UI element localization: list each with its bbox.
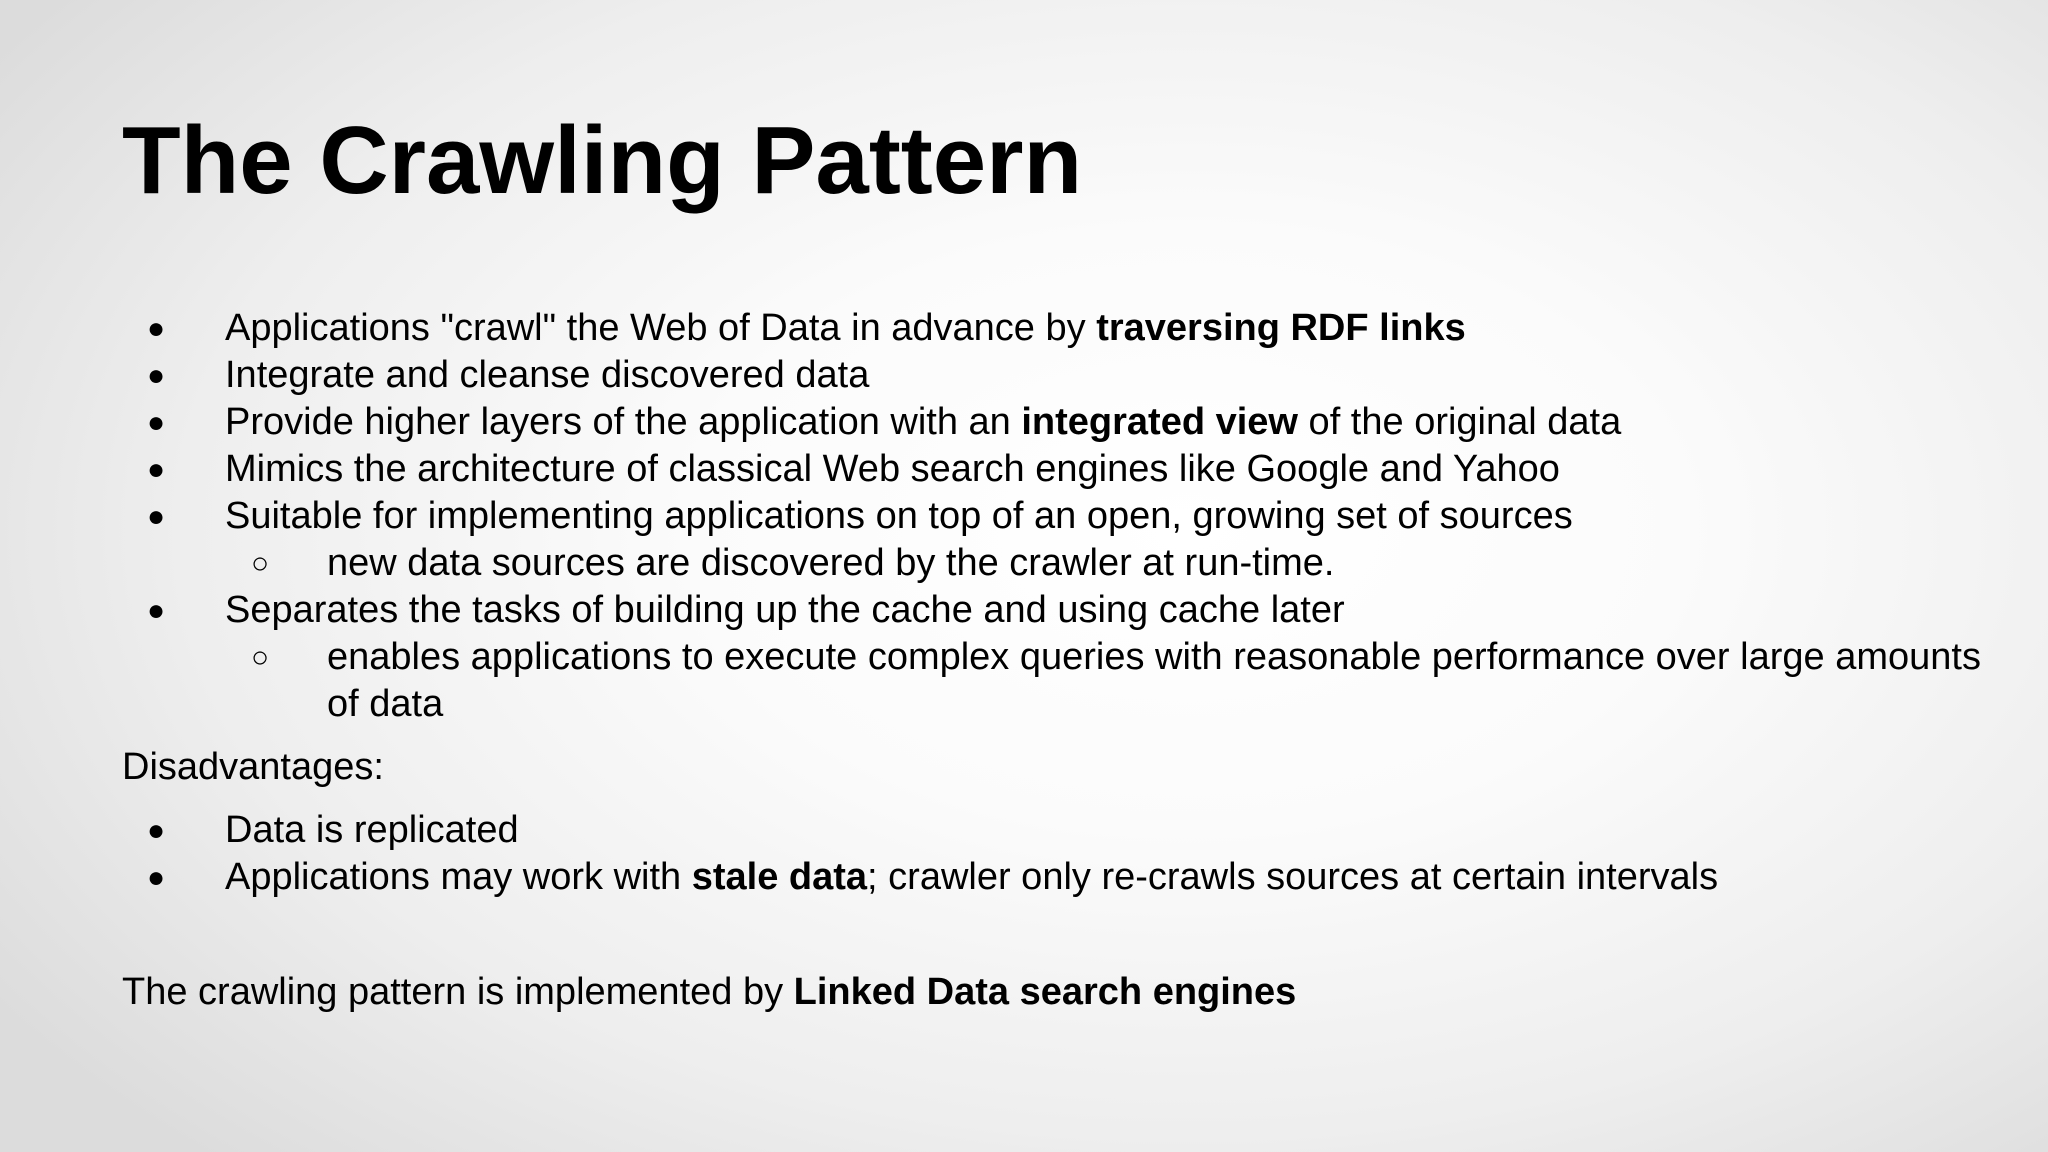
slide-title: The Crawling Pattern: [122, 107, 1083, 214]
sub-list-item: [225, 540, 1982, 587]
list-item-emphasis: stale data: [691, 856, 868, 898]
bullet-dot-icon: ●: [147, 814, 166, 847]
list-item-text: Integrate and cleanse discovered data: [225, 354, 870, 396]
list-item: [122, 399, 1982, 446]
bullet-dot-icon: ●: [147, 594, 166, 627]
list-item-text: Applications may work with: [225, 856, 692, 898]
sub-list: [225, 540, 1982, 587]
footer-emphasis: Linked Data search engines: [793, 971, 1297, 1013]
sub-list-item-text: enables applications to execute complex queries with reasonable performance over large amounts of data: [327, 636, 1981, 725]
list-item-text: Data is replicated: [225, 809, 519, 851]
disadvantages-list: [122, 807, 1982, 901]
list-item-text: of the original data: [1298, 401, 1622, 443]
list-item-emphasis: traversing RDF links: [1096, 307, 1466, 349]
bullet-dot-icon: ●: [147, 500, 166, 533]
footer-text: The crawling pattern is implemented by: [122, 971, 794, 1013]
list-item-text: Separates the tasks of building up the cache and using cache later: [225, 589, 1345, 631]
bullet-dot-icon: ●: [147, 312, 166, 345]
sub-list: [225, 634, 1982, 728]
bullet-dot-icon: ●: [147, 861, 166, 894]
bullet-dot-icon: ●: [147, 406, 166, 439]
slide-body: [122, 305, 1982, 1016]
bullet-circle-icon: ○: [251, 547, 270, 580]
list-item-emphasis: integrated view: [1021, 401, 1298, 443]
disadvantages-heading: Disadvantages:: [122, 746, 384, 788]
list-item: [122, 807, 1982, 854]
bullet-dot-icon: ●: [147, 359, 166, 392]
list-item: [122, 854, 1982, 901]
bullet-circle-icon: ○: [251, 641, 270, 674]
list-item-text: Mimics the architecture of classical Web search engines like Google and Yahoo: [225, 448, 1560, 490]
sub-list-item-text: new data sources are discovered by the crawler at run-time.: [327, 542, 1335, 584]
footer-statement: [122, 969, 1982, 1016]
bullet-dot-icon: ●: [147, 453, 166, 486]
list-item-text: ; crawler only re-crawls sources at certain intervals: [867, 856, 1719, 898]
advantages-list: [122, 305, 1982, 728]
list-item-text: Suitable for implementing applications on top of an open, growing set of sources: [225, 495, 1573, 537]
list-item: [122, 587, 1982, 728]
list-item: [122, 305, 1982, 352]
spacer: [122, 901, 1982, 969]
list-item: [122, 493, 1982, 587]
list-item-text: Applications "crawl" the Web of Data in advance by: [225, 307, 1097, 349]
sub-list-item: [225, 634, 1982, 728]
list-item: [122, 446, 1982, 493]
list-item-text: Provide higher layers of the application with an: [225, 401, 1022, 443]
list-item: [122, 352, 1982, 399]
